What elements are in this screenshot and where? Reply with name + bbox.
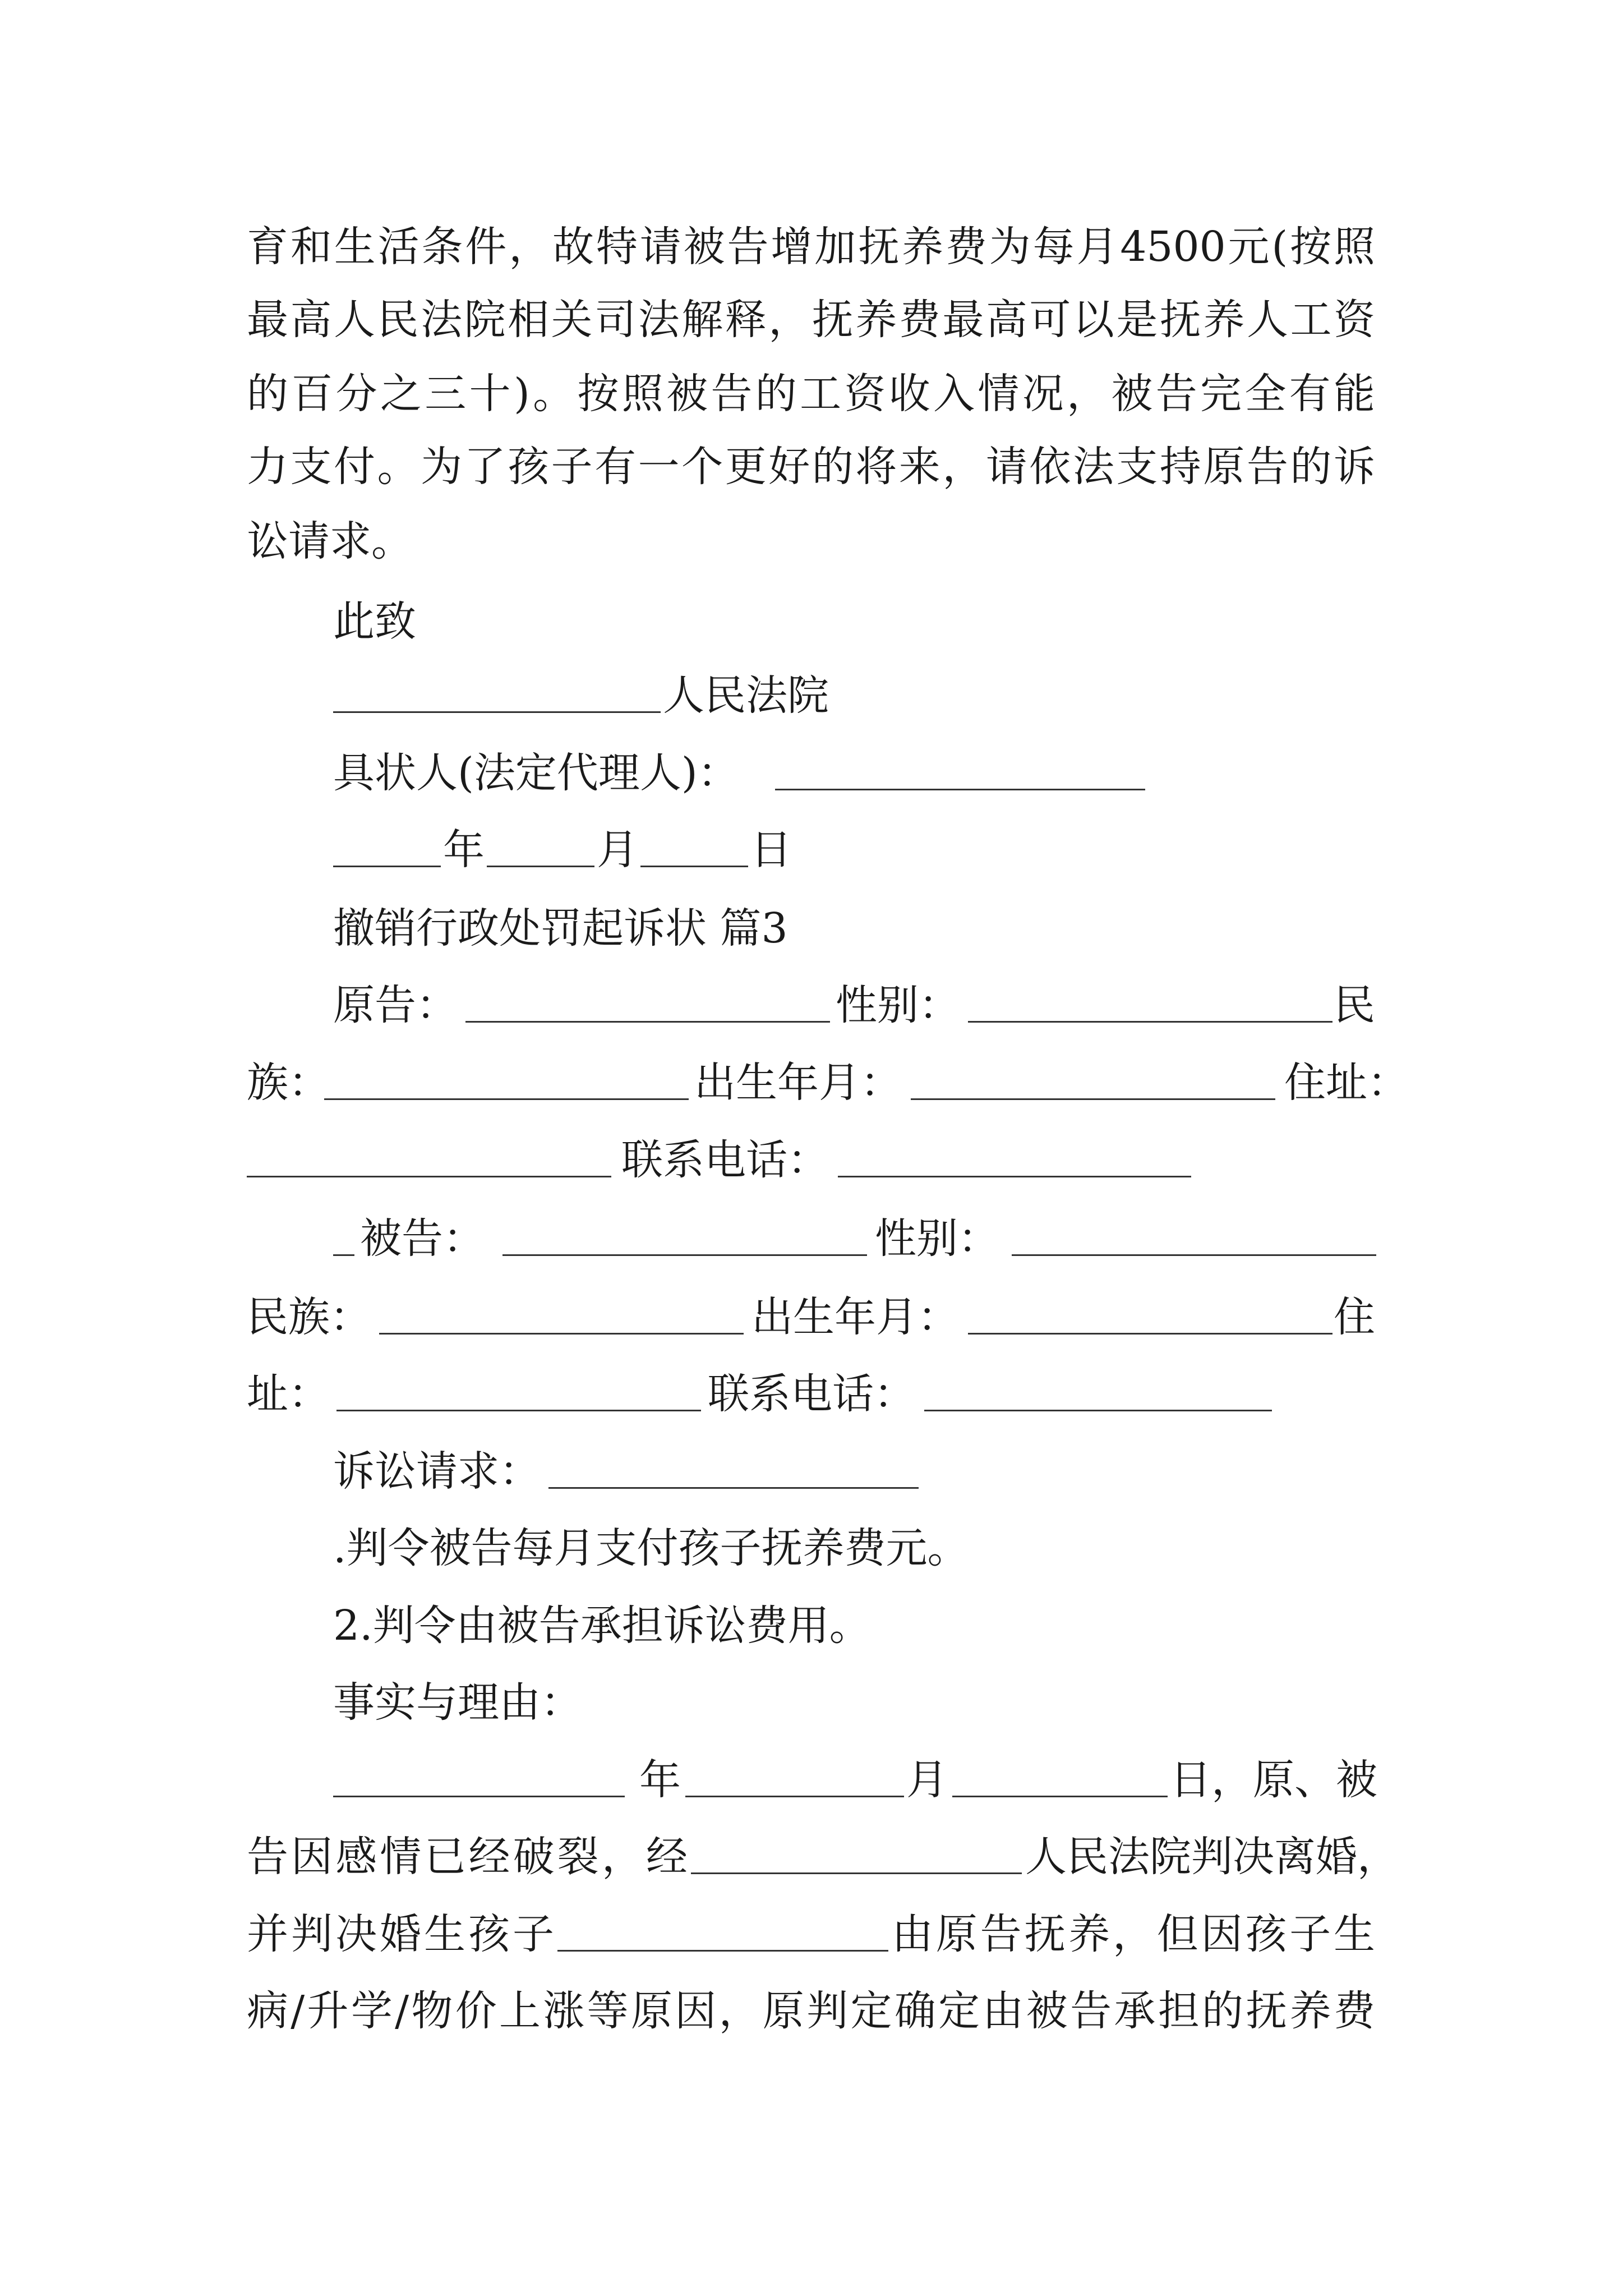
blank-field <box>247 1176 611 1177</box>
address-label-tail: 址： <box>247 1370 330 1418</box>
facts-line <box>0 1823 1623 1890</box>
blank-field <box>685 1796 904 1797</box>
ethnicity-label-head: 民 <box>1334 981 1375 1029</box>
facts-line <box>0 1977 1623 2045</box>
blank-field <box>968 1021 1332 1023</box>
gender-label: 性别： <box>836 981 960 1029</box>
section-heading-line <box>0 895 1623 962</box>
blank-field <box>333 1254 354 1256</box>
court-line <box>0 662 1623 729</box>
facts-line <box>0 1746 1623 1814</box>
address-label: 住址： <box>1284 1059 1409 1107</box>
ethnicity-label: 民族： <box>247 1293 371 1341</box>
facts-text: 病/升学/物价上涨等原因，原判定确定由被告承担的抚养费 <box>247 1987 1375 2035</box>
blank-field <box>333 711 661 713</box>
blank-field <box>838 1176 1191 1177</box>
defendant-line <box>0 1360 1623 1428</box>
blank-field <box>640 866 748 867</box>
plaintiff-line <box>0 1126 1623 1194</box>
text-line: 育和生活条件，故特请被告增加抚养费为每月4500元(按照 <box>247 223 1375 271</box>
claim-item <box>0 1515 1623 1582</box>
claim-text: .判令被告每月支付孩子抚养费元。 <box>333 1524 969 1572</box>
paragraph-line <box>0 433 1623 500</box>
date-month: 月 <box>597 826 638 874</box>
blank-field <box>911 1098 1275 1100</box>
paragraph-line <box>0 360 1623 427</box>
signer-line <box>0 739 1623 807</box>
facts-text: 人民法院判决离婚， <box>1025 1833 1399 1881</box>
date-year: 年 <box>443 826 485 874</box>
plaintiff-line <box>0 972 1623 1039</box>
blank-field <box>379 1333 744 1335</box>
claims-line <box>0 1438 1623 1505</box>
text-line: 最高人民法院相关司法解释，抚养费最高可以是抚养人工资 <box>247 296 1375 344</box>
paragraph-line <box>0 213 1623 280</box>
paragraph-line <box>0 286 1623 353</box>
facts-month: 月 <box>906 1756 948 1804</box>
facts-year: 年 <box>639 1756 681 1804</box>
facts-heading-line <box>0 1669 1623 1736</box>
text-line: 讼请求。 <box>247 517 413 565</box>
birth-label: 出生年月： <box>694 1059 902 1107</box>
facts-text: 由原告抚养，但因孩子生 <box>892 1910 1375 1958</box>
date-line <box>0 816 1623 884</box>
claims-label: 诉讼请求： <box>333 1447 541 1496</box>
blank-field <box>465 1021 830 1023</box>
blank-field <box>691 1872 1022 1874</box>
facts-line <box>0 1901 1623 1968</box>
plaintiff-label: 原告： <box>333 981 458 1029</box>
facts-text: 告因感情已经破裂，经 <box>247 1833 688 1881</box>
blank-field <box>924 1410 1272 1411</box>
date-day: 日 <box>750 826 792 874</box>
blank-field <box>775 789 1145 790</box>
blank-field <box>557 1950 888 1952</box>
salutation-line <box>0 588 1623 655</box>
blank-field <box>487 866 594 867</box>
facts-day-text: 日，原、被 <box>1170 1756 1377 1804</box>
blank-field <box>333 866 441 867</box>
gender-label: 性别： <box>875 1214 999 1263</box>
claim-text: 2.判令由被告承担诉讼费用。 <box>333 1602 871 1650</box>
birth-label: 出生年月： <box>751 1293 959 1341</box>
section-heading: 撤销行政处罚起诉状 篇3 <box>333 904 788 953</box>
defendant-line <box>0 1205 1623 1272</box>
phone-label: 联系电话： <box>708 1370 915 1418</box>
blank-field <box>336 1410 701 1411</box>
blank-field <box>502 1254 867 1256</box>
ethnicity-label-tail: 族： <box>247 1059 330 1107</box>
phone-label: 联系电话： <box>621 1136 829 1184</box>
court-suffix: 人民法院 <box>663 671 829 720</box>
blank-field <box>968 1333 1332 1335</box>
text-line: 力支付。为了孩子有一个更好的将来，请依法支持原告的诉 <box>247 443 1375 491</box>
blank-field <box>952 1796 1168 1797</box>
defendant-line <box>0 1283 1623 1351</box>
blank-field <box>333 1796 625 1797</box>
facts-label: 事实与理由： <box>333 1678 582 1727</box>
blank-field <box>1012 1254 1376 1256</box>
plaintiff-line <box>0 1049 1623 1116</box>
blank-field <box>548 1487 919 1489</box>
address-label-head: 住 <box>1334 1293 1375 1341</box>
signer-label: 具状人(法定代理人)： <box>333 749 739 797</box>
claim-item <box>0 1592 1623 1659</box>
paragraph-line <box>0 508 1623 575</box>
text-line: 的百分之三十)。按照被告的工资收入情况，被告完全有能 <box>247 370 1375 418</box>
defendant-label: 被告： <box>360 1214 485 1263</box>
facts-text: 并判决婚生孩子 <box>247 1910 554 1958</box>
salutation: 此致 <box>333 597 416 646</box>
blank-field <box>324 1098 689 1100</box>
